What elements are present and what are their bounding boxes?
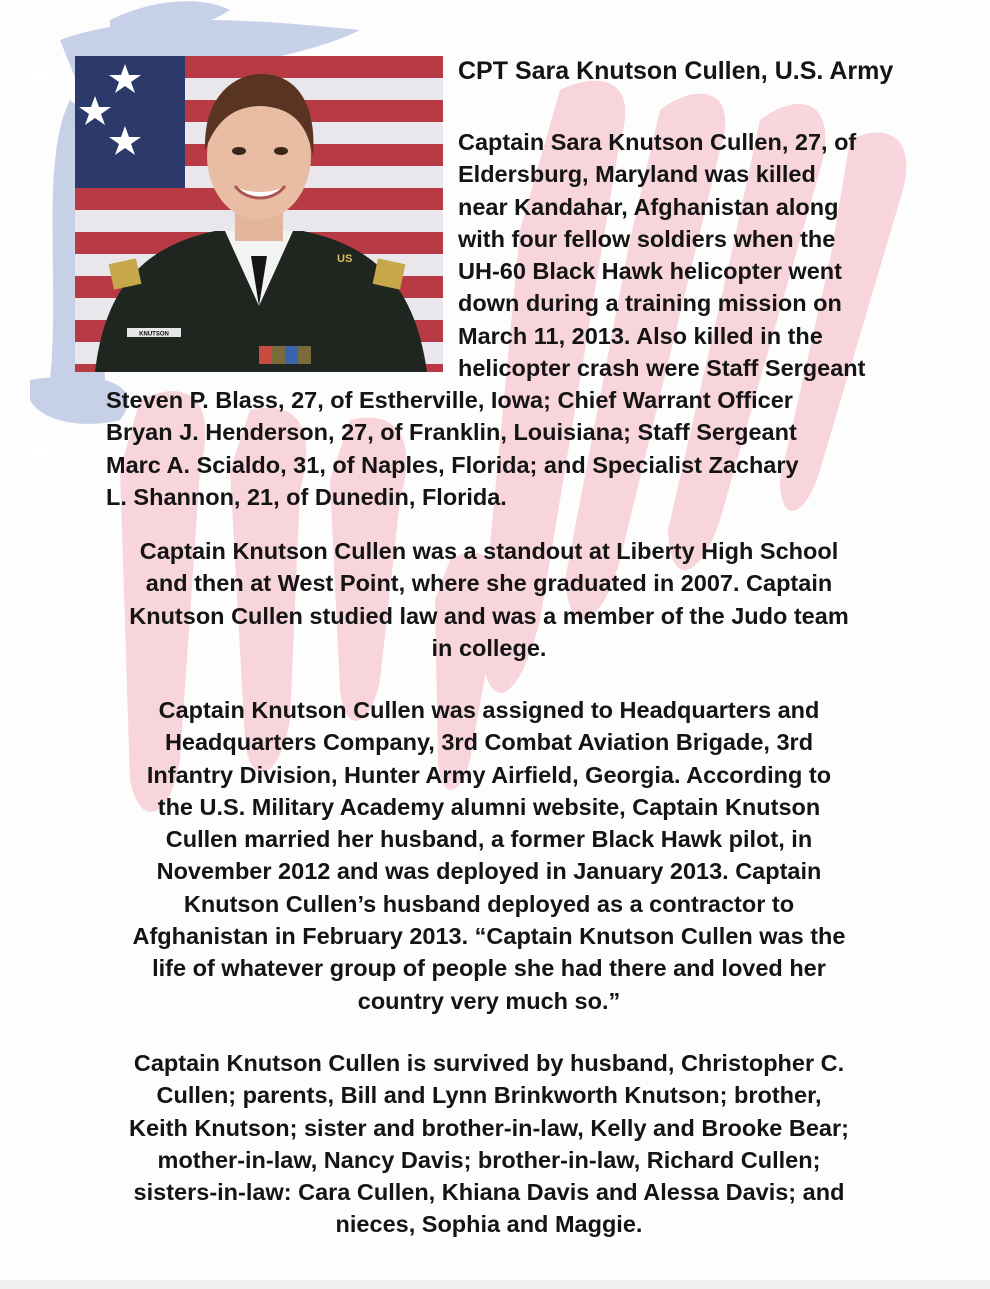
education-paragraph — [0, 535, 978, 664]
intro-paragraph-continued — [106, 384, 799, 513]
text-line: Infantry Division, Hunter Army Airfield, Georgia. According to — [146, 761, 832, 788]
page-title: CPT Sara Knutson Cullen, U.S. Army — [458, 57, 894, 85]
text-line: November 2012 and was deployed in January 2013. Captain — [156, 858, 822, 885]
text-line: sisters-in-law: Cara Cullen, Khiana Davis and Alessa Davis; and — [133, 1179, 845, 1206]
text-line: Afghanistan in February 2013. “Captain Knutson Cullen was the — [132, 923, 846, 950]
text-line: Captain Knutson Cullen is survived by husband, Christopher C. — [133, 1050, 845, 1076]
text-line: March 11, 2013. Also killed in the — [458, 322, 823, 349]
text-line: Headquarters Company, 3rd Combat Aviation Brigade, 3rd — [164, 729, 814, 756]
text-line: with four fellow soldiers when the — [458, 225, 836, 252]
text-line: Marc A. Scialdo, 31, of Naples, Florida; and Specialist Zachary — [106, 451, 799, 478]
text-line: mother-in-law, Nancy Davis; brother-in-law, Richard Cullen; — [157, 1146, 821, 1173]
text-line: Captain Knutson Cullen was a standout at Liberty High School — [139, 538, 839, 564]
text-line: Steven P. Blass, 27, of Estherville, Iowa; Chief Warrant Officer — [106, 387, 793, 413]
text-line: helicopter crash were Staff Sergeant — [458, 355, 866, 382]
service-paragraph — [0, 694, 978, 1017]
text-line: Keith Knutson; sister and brother-in-law, Kelly and Brooke Bear; — [129, 1114, 849, 1141]
text-line: L. Shannon, 21, of Dunedin, Florida. — [106, 483, 507, 510]
portrait-photo — [75, 56, 443, 372]
name-tape-text: KNUTSON — [139, 331, 169, 338]
collar-us-insignia: US — [337, 253, 353, 265]
text-line: Knutson Cullen’s husband deployed as a contractor to — [183, 890, 795, 917]
text-line: Knutson Cullen studied law and was a member of the Judo team — [129, 602, 849, 629]
text-line: life of whatever group of people she had there and loved her — [152, 955, 826, 982]
text-line: Cullen; parents, Bill and Lynn Brinkworth Knutson; brother, — [156, 1082, 822, 1109]
portrait-illustration — [75, 56, 443, 372]
text-line: the U.S. Military Academy alumni website, Captain Knutson — [157, 793, 821, 820]
text-line: Captain Knutson Cullen was assigned to Headquarters and — [158, 697, 820, 723]
text-line: nieces, Sophia and Maggie. — [335, 1211, 643, 1238]
text-line: in college. — [431, 634, 547, 661]
intro-paragraph-right — [458, 126, 865, 384]
text-line: and then at West Point, where she graduated in 2007. Captain — [145, 570, 833, 597]
text-line: Bryan J. Henderson, 27, of Franklin, Louisiana; Staff Sergeant — [106, 419, 797, 446]
text-line: Captain Sara Knutson Cullen, 27, of — [458, 129, 857, 155]
text-line: Eldersburg, Maryland was killed — [458, 161, 816, 188]
survivors-paragraph — [0, 1047, 978, 1241]
text-line: country very much so.” — [357, 987, 621, 1014]
text-line: Cullen married her husband, a former Black Hawk pilot, in — [165, 826, 813, 853]
text-line: near Kandahar, Afghanistan along — [458, 193, 839, 220]
text-line: UH-60 Black Hawk helicopter went — [458, 258, 842, 285]
text-line: down during a training mission on — [458, 290, 842, 317]
